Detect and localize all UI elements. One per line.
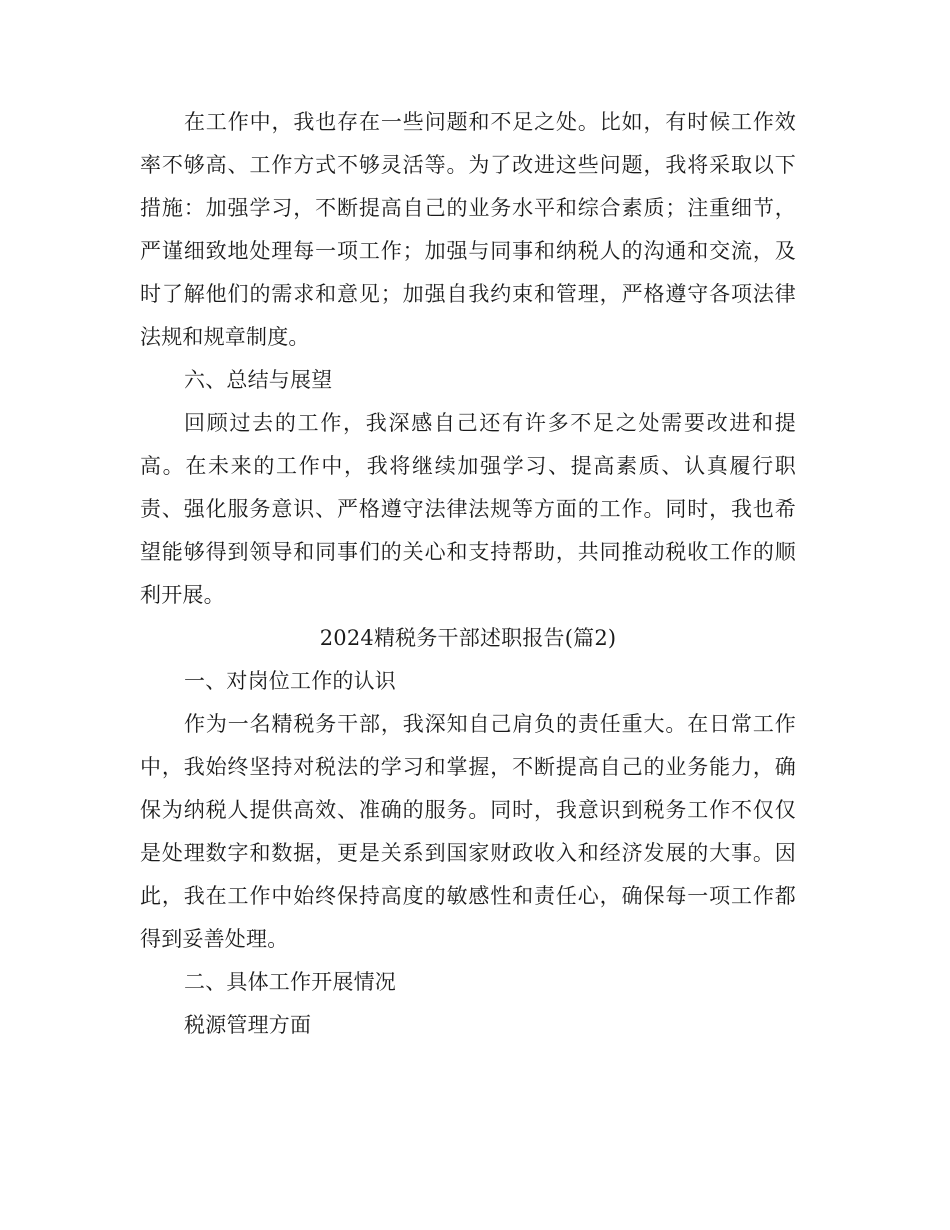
paragraph-problems-and-measures: 在工作中，我也存在一些问题和不足之处。比如，有时候工作效率不够高、工作方式不够灵活等。为了改进这些问题，我将采取以下措施：加强学习，不断提高自己的业务水平和综合素质；注重细节，严谨细致地处理每一项工作；加强与同事和纳税人的沟通和交流，及时了解他们的需求和意见；加强自我约束和管理，严格遵守各项法律法规和规章制度。: [140, 110, 796, 349]
report-title-part-2: 2024精税务干部述职报告(篇2): [319, 626, 617, 650]
section-heading-work-progress: 二、具体工作开展情况: [184, 970, 396, 994]
section-heading-job-understanding: 一、对岗位工作的认识: [184, 669, 396, 693]
paragraph-review-and-future: 回顾过去的工作，我深感自己还有许多不足之处需要改进和提高。在未来的工作中，我将继续加强学习、提高素质、认真履行职责、强化服务意识、严格遵守法律法规等方面的工作。同时，我也希望能够得到领导和同事们的关心和支持帮助，共同推动税收工作的顺利开展。: [140, 411, 796, 607]
subheading-tax-source-management: 税源管理方面: [184, 1013, 312, 1037]
document-body: [140, 101, 796, 1047]
paragraph-job-understanding: 作为一名精税务干部，我深知自己肩负的责任重大。在日常工作中，我始终坚持对税法的学习和掌握，不断提高自己的业务能力，确保为纳税人提供高效、准确的服务。同时，我意识到税务工作不仅仅是处理数字和数据，更是关系到国家财政收入和经济发展的大事。因此，我在工作中始终保持高度的敏感性和责任心，确保每一项工作都得到妥善处理。: [140, 712, 796, 951]
section-heading-summary-outlook: 六、总结与展望: [184, 368, 333, 392]
